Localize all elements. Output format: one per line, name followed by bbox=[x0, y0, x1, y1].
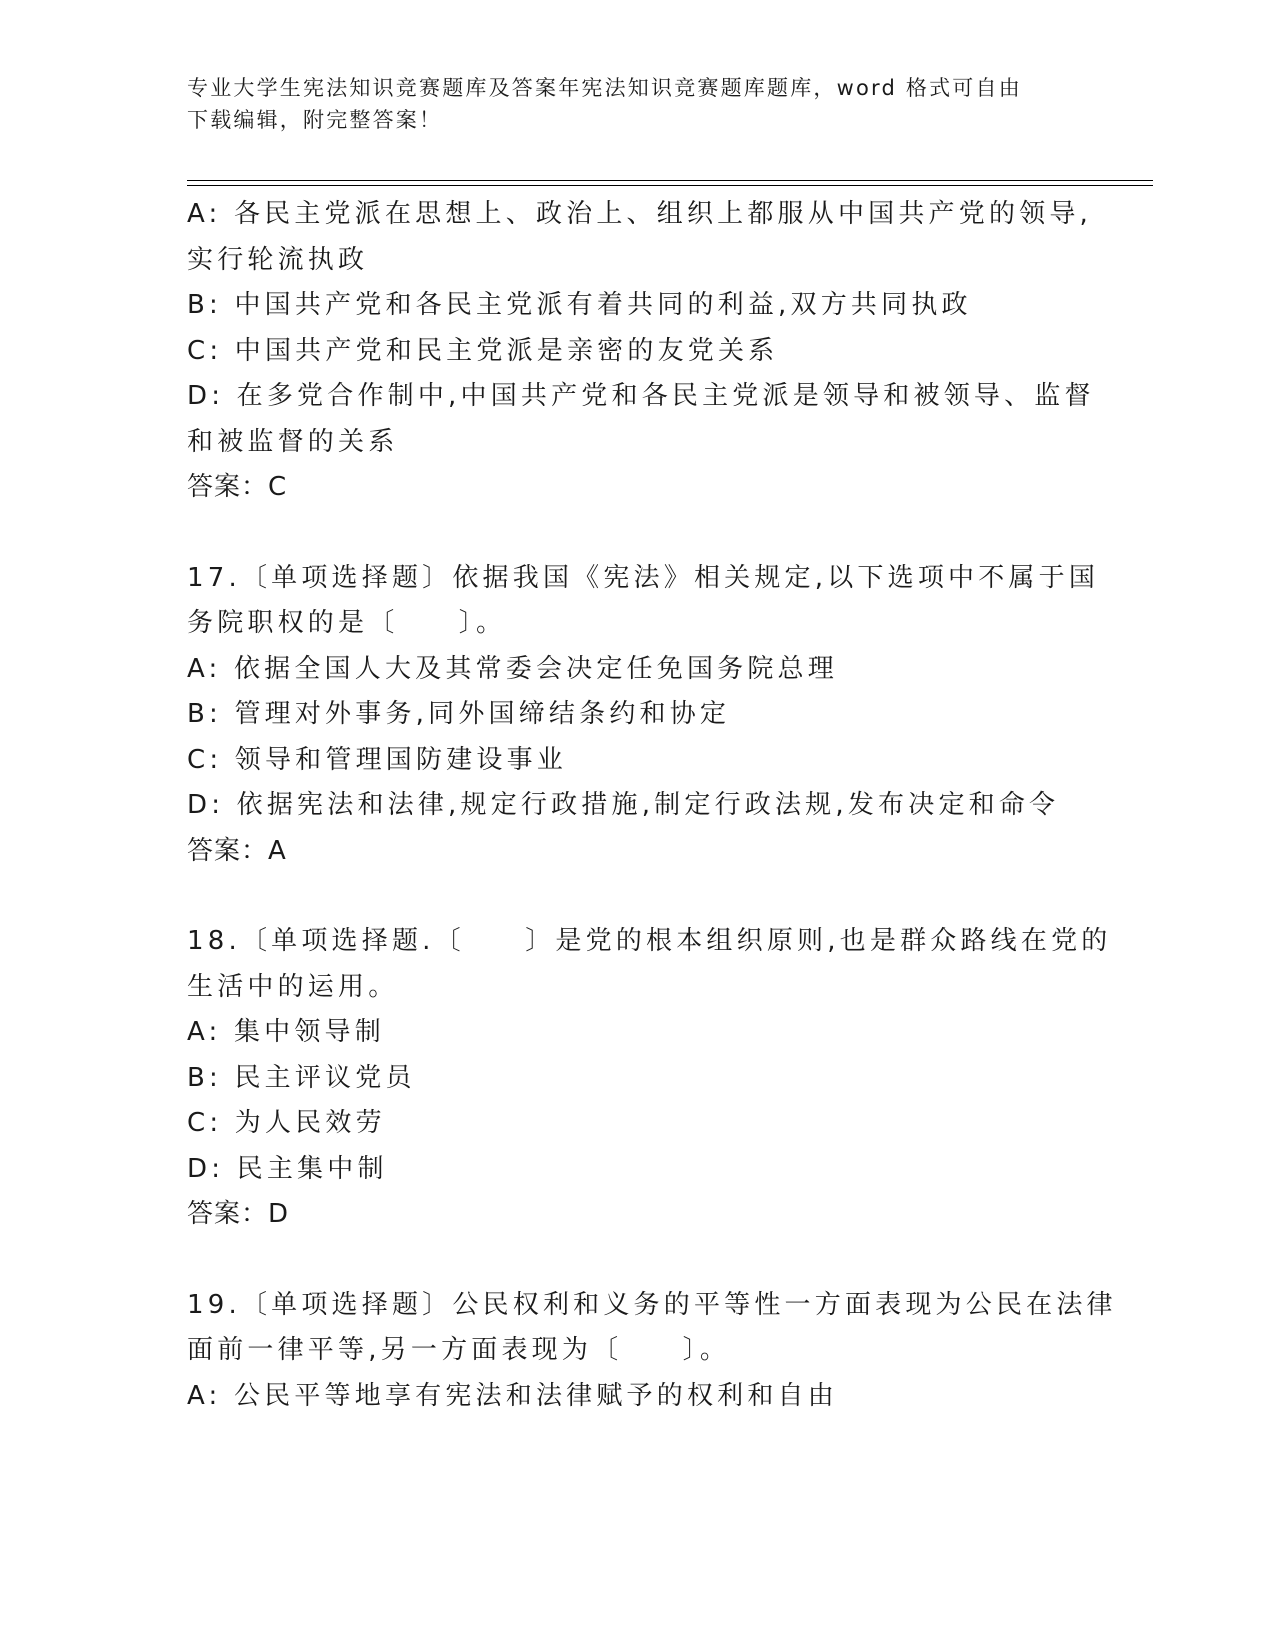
option-b: B: 民主评议党员 bbox=[187, 1062, 416, 1093]
question-17 bbox=[187, 556, 1100, 875]
option-b: B: 中国共产党和各民主党派有着共同的利益,双方共同执政 bbox=[187, 290, 972, 320]
header-line-2: 下载编辑，附完整答案！ bbox=[187, 108, 443, 132]
option-c: C: 为人民效劳 bbox=[187, 1108, 386, 1138]
option-c: C: 中国共产党和民主党派是亲密的友党关系 bbox=[187, 335, 779, 366]
option-a-line-2: 实行轮流执政 bbox=[187, 244, 369, 275]
option-d-line-1: D: 在多党合作制中,中国共产党和各民主党派是领导和被领导、监督 bbox=[187, 381, 1095, 411]
question-list bbox=[187, 192, 1117, 1419]
question-spacer bbox=[187, 874, 1067, 919]
question-stem-line-1: 19.〔单项选择题〕公民权利和义务的平等性一方面表现为公民在法律 bbox=[187, 1289, 1117, 1320]
question-stem-line-2: 面前一律平等,另一方面表现为〔 〕。 bbox=[187, 1335, 731, 1365]
header-divider-bottom bbox=[187, 185, 1153, 186]
question-19 bbox=[187, 1283, 1117, 1420]
header-line-1: 专业大学生宪法知识竞赛题库及答案年宪法知识竞赛题库题库，word 格式可自由 bbox=[187, 76, 1022, 100]
option-a: A: 公民平等地享有宪法和法律赋予的权利和自由 bbox=[187, 1380, 838, 1411]
question-stem-line-1: 17.〔单项选择题〕依据我国《宪法》相关规定,以下选项中不属于国 bbox=[187, 562, 1100, 593]
question-16 bbox=[187, 192, 1095, 511]
question-stem-line-1: 18.〔单项选择题.〔 〕是党的根本组织原则,也是群众路线在党的 bbox=[187, 926, 1112, 956]
question-18 bbox=[187, 919, 1112, 1238]
document-header bbox=[187, 72, 1087, 136]
option-d-line-2: 和被监督的关系 bbox=[187, 426, 399, 457]
option-d: D: 依据宪法和法律,规定行政措施,制定行政法规,发布决定和命令 bbox=[187, 790, 1060, 820]
option-b: B: 管理对外事务,同外国缔结条约和协定 bbox=[187, 699, 731, 729]
option-a: A: 集中领导制 bbox=[187, 1017, 385, 1047]
answer: 答案：A bbox=[187, 835, 287, 866]
question-stem-line-2: 生活中的运用。 bbox=[187, 971, 399, 1002]
option-a: A: 依据全国人大及其常委会决定任免国务院总理 bbox=[187, 653, 838, 684]
answer: 答案：D bbox=[187, 1199, 290, 1229]
question-stem-line-2: 务院职权的是〔 〕。 bbox=[187, 608, 507, 638]
header-divider-top bbox=[187, 180, 1153, 181]
option-a-line-1: A: 各民主党派在思想上、政治上、组织上都服从中国共产党的领导, bbox=[187, 199, 1093, 229]
question-spacer bbox=[187, 1238, 1067, 1283]
answer: 答案：C bbox=[187, 472, 288, 502]
option-d: D: 民主集中制 bbox=[187, 1153, 388, 1184]
option-c: C: 领导和管理国防建设事业 bbox=[187, 744, 567, 775]
question-spacer bbox=[187, 511, 1067, 556]
